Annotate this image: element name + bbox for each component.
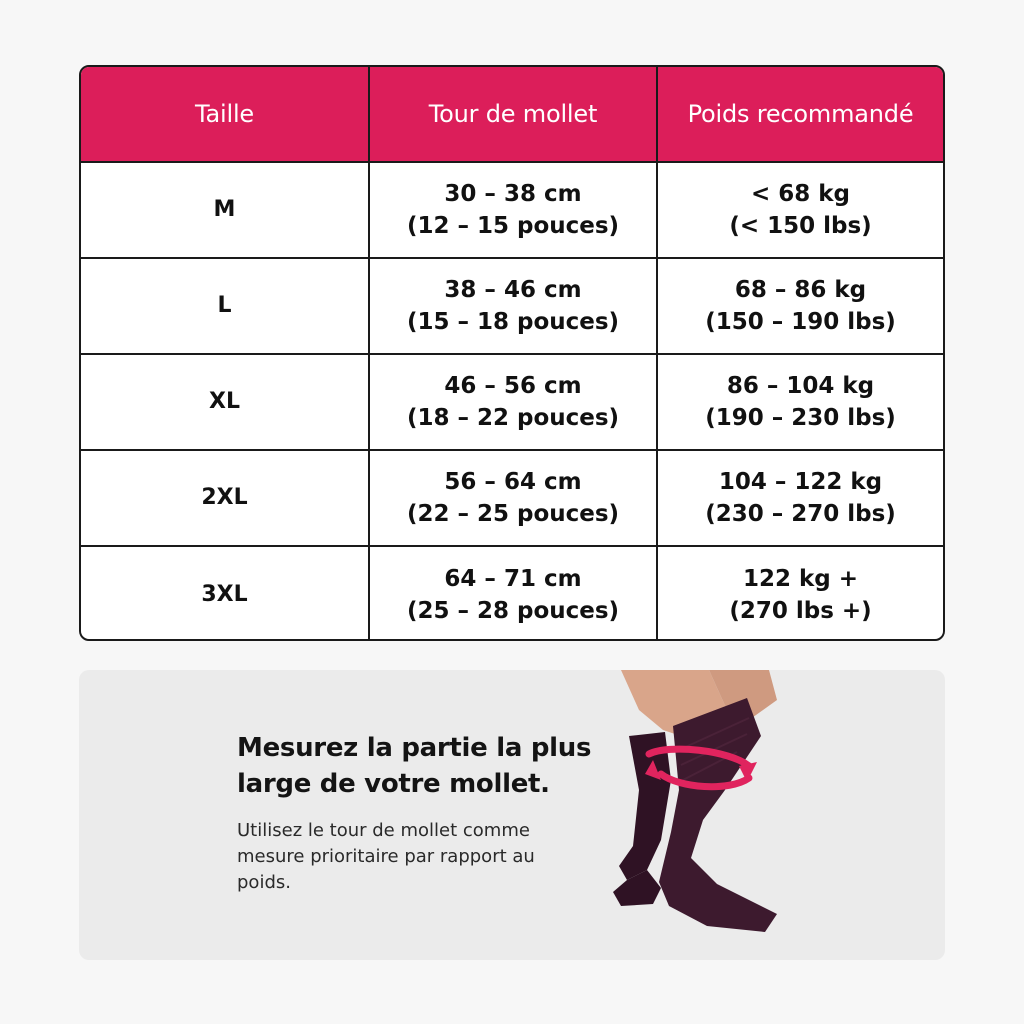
size-cell: L [81, 258, 369, 354]
weight-lbs: (150 – 190 lbs) [705, 309, 896, 335]
calf-cell [369, 546, 657, 641]
weight-lbs: (230 – 270 lbs) [705, 501, 896, 527]
header-size: Taille [81, 67, 369, 162]
weight-kg: 68 – 86 kg [734, 277, 867, 303]
table-row [81, 354, 943, 450]
size-cell: XL [81, 354, 369, 450]
tip-text: Utilisez le tour de mollet comme mesure prioritaire par rapport au poids. [237, 820, 535, 893]
calf-cm: 64 – 71 cm [444, 565, 582, 592]
calf-cell [369, 258, 657, 354]
weight-cell [657, 546, 943, 641]
size-cell: M [81, 162, 369, 258]
weight-lbs: (< 150 lbs) [729, 213, 872, 239]
weight-lbs: (190 – 230 lbs) [705, 405, 896, 431]
calf-inches: (12 – 15 pouces) [406, 213, 620, 239]
table-row [81, 162, 943, 258]
table-row [81, 258, 943, 354]
calf-inches: (25 – 28 pouces) [406, 597, 620, 624]
measurement-tip-panel [79, 670, 945, 960]
calf-cell [369, 162, 657, 258]
header-recommended-weight: Poids recommandé [657, 67, 943, 162]
weight-kg: < 68 kg [750, 181, 851, 207]
size-cell: 2XL [81, 450, 369, 546]
weight-kg: 86 – 104 kg [726, 373, 875, 399]
weight-cell [657, 354, 943, 450]
table-row [81, 450, 943, 546]
weight-lbs: (270 lbs +) [729, 597, 872, 624]
size-cell: 3XL [81, 546, 369, 641]
calf-inches: (15 – 18 pouces) [406, 309, 620, 335]
compression-socks-legs-icon [599, 670, 839, 960]
table-row [81, 546, 943, 641]
calf-cell [369, 354, 657, 450]
calf-inches: (22 – 25 pouces) [406, 501, 620, 527]
calf-cell [369, 450, 657, 546]
calf-inches: (18 – 22 pouces) [406, 405, 620, 431]
weight-kg: 104 – 122 kg [718, 469, 883, 495]
calf-cm: 56 – 64 cm [444, 469, 582, 495]
size-chart-table [79, 65, 945, 641]
table-header-row [81, 67, 943, 162]
calf-cm: 30 – 38 cm [444, 181, 582, 207]
weight-cell [657, 162, 943, 258]
weight-cell [657, 450, 943, 546]
header-calf-circumference: Tour de mollet [369, 67, 657, 162]
calf-cm: 38 – 46 cm [444, 277, 582, 303]
weight-cell [657, 258, 943, 354]
calf-cm: 46 – 56 cm [444, 373, 582, 399]
weight-kg: 122 kg + [742, 565, 859, 592]
tip-title: Mesurez la partie la plus large de votre mollet. [237, 733, 592, 799]
